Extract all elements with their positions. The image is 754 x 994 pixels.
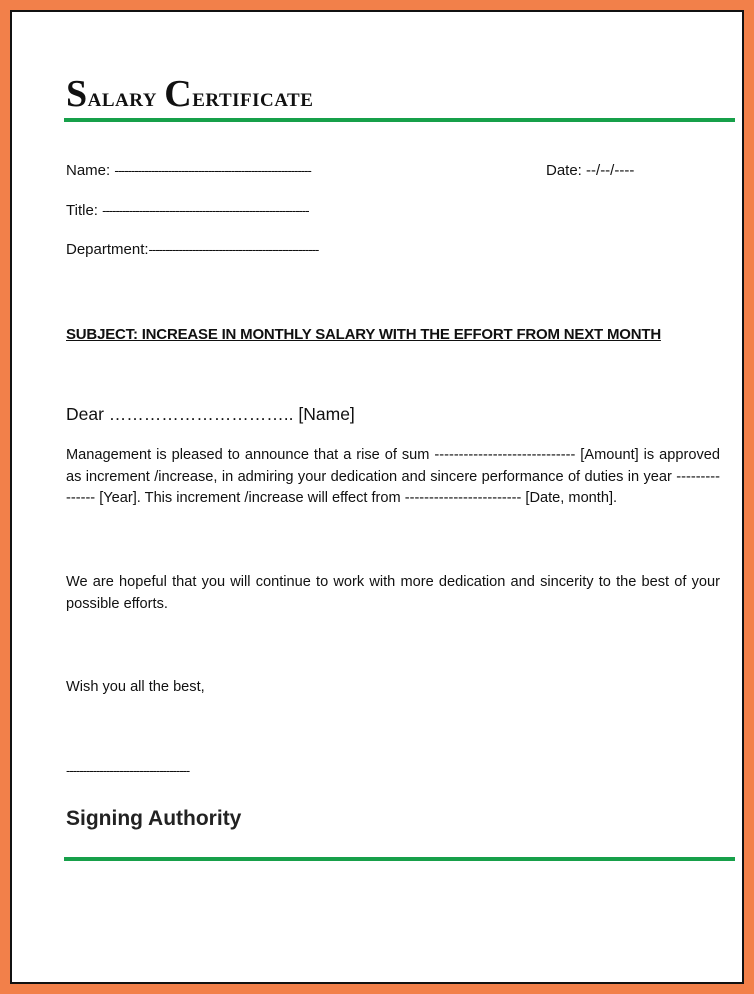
document-title bbox=[66, 72, 313, 116]
department-field bbox=[66, 241, 318, 258]
title-initial-1: S bbox=[66, 73, 88, 115]
salutation: Dear ………………………….. [Name] bbox=[66, 404, 355, 424]
signature-line: ------------------------------------- bbox=[66, 763, 190, 778]
name-blank: ----------------------------------------------------------- bbox=[114, 163, 311, 178]
title-word-1: alary bbox=[87, 82, 158, 112]
department-blank: --------------------------------------------------- bbox=[148, 242, 319, 257]
date-value: --/--/---- bbox=[586, 162, 635, 179]
signing-authority: Signing Authority bbox=[66, 807, 242, 830]
date-field bbox=[546, 162, 634, 179]
certificate-page bbox=[10, 10, 744, 984]
title-blank: -------------------------------------------------------------- bbox=[102, 203, 309, 218]
body-paragraph-1: Management is pleased to announce that a rise of sum ----------------------------- [Amount] is approved as increment /increase, in admiring your dedication and sincere performance of duties in year --------------- [Year]. This increment /increase will effect from ------------------------ [Date, month]. bbox=[66, 447, 720, 506]
closing-line: Wish you all the best, bbox=[66, 679, 205, 695]
department-label: Department: bbox=[66, 241, 149, 258]
subject-line: SUBJECT: INCREASE IN MONTHLY SALARY WITH THE EFFORT FROM NEXT MONTH bbox=[66, 326, 661, 343]
name-field bbox=[66, 162, 311, 179]
top-green-rule bbox=[64, 118, 735, 122]
title-initial-2: C bbox=[164, 73, 193, 115]
title-field bbox=[66, 202, 309, 219]
date-label: Date: bbox=[546, 162, 582, 179]
name-label: Name: bbox=[66, 162, 111, 179]
bottom-green-rule bbox=[64, 857, 735, 861]
body-paragraph-2: We are hopeful that you will continue to work with more dedication and sincerity to the best of your possible efforts. bbox=[66, 574, 720, 612]
title-word-2: ertificate bbox=[192, 82, 314, 112]
title-label: Title: bbox=[66, 202, 98, 219]
